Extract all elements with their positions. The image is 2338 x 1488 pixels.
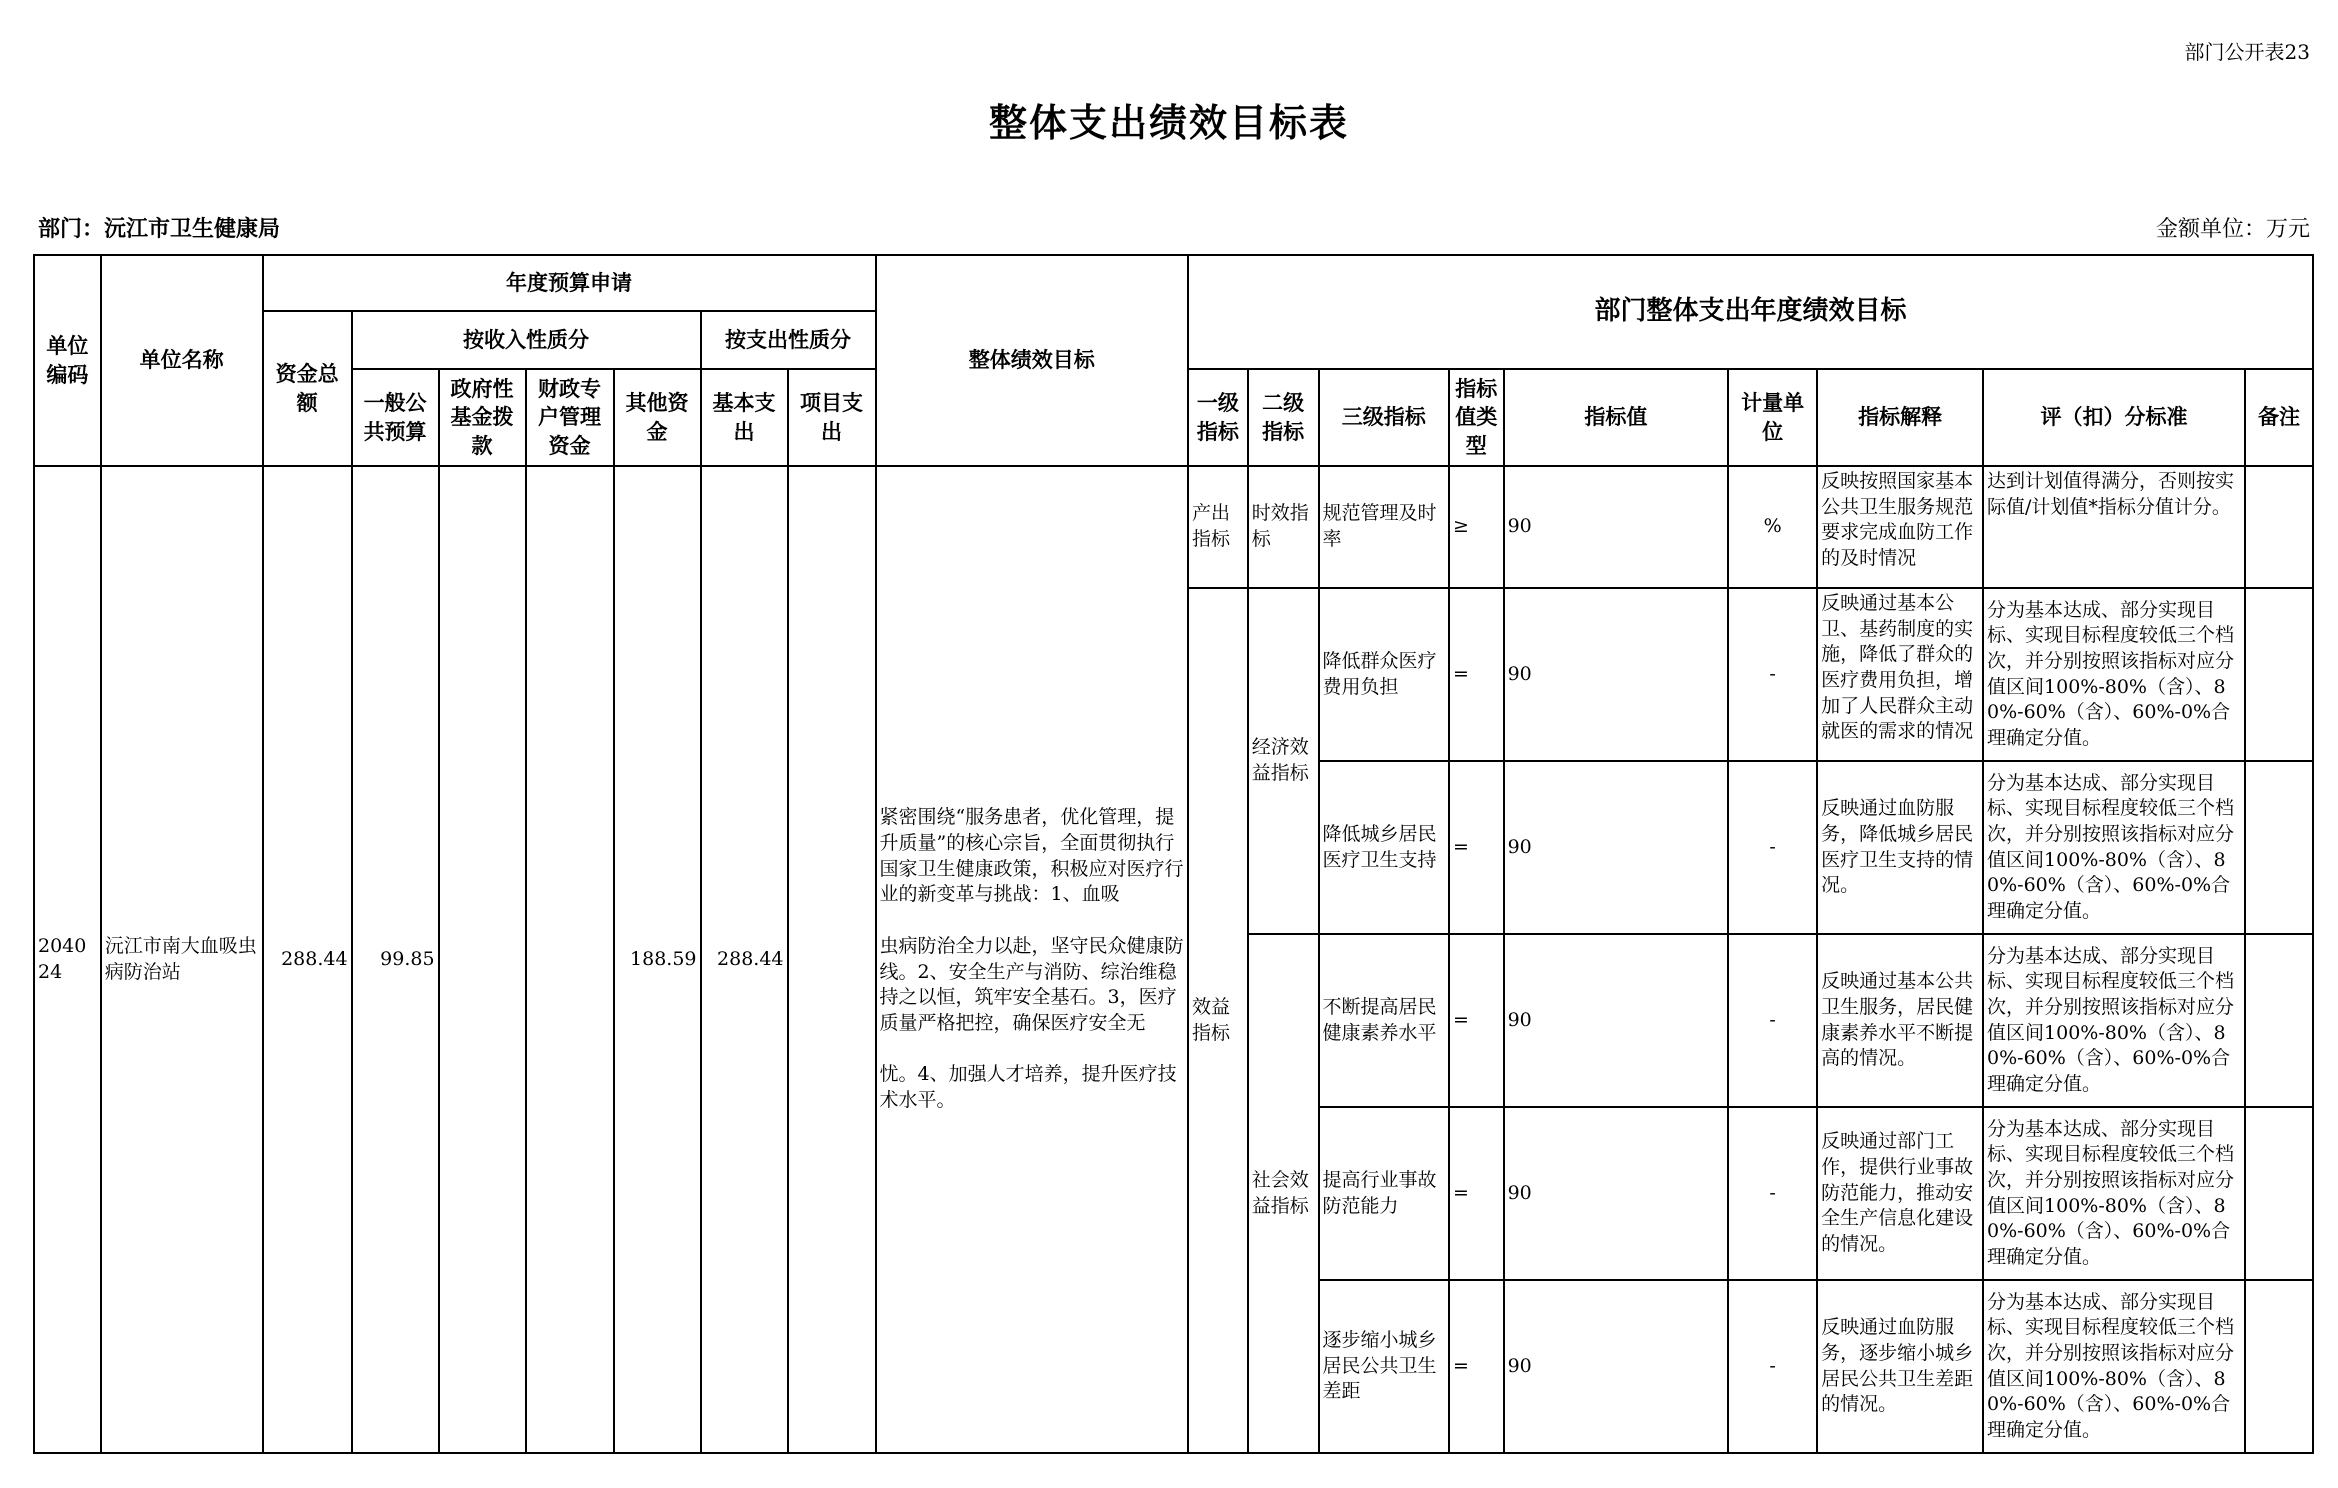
other-funds: 188.59 <box>614 466 701 1453</box>
value-type: = <box>1449 761 1504 934</box>
explanation: 反映按照国家基本公共卫生服务规范要求完成血防工作的及时情况 <box>1817 466 1983 588</box>
value-type: = <box>1449 1280 1504 1453</box>
indicator-value: 90 <box>1504 466 1729 588</box>
amount-unit-label: 金额单位：万元 <box>2155 217 2310 242</box>
measure-unit: - <box>1728 1280 1817 1453</box>
header-unit-name: 单位名称 <box>101 255 263 466</box>
remarks <box>2245 1107 2313 1280</box>
value-type: = <box>1449 588 1504 761</box>
goal-part-2: 虫病防治全力以赴，坚守民众健康防线。2、安全生产与消防、综治维稳持之以恒，筑牢安全基石。3，医疗质量严格把控，确保医疗安全无 <box>879 934 1184 1034</box>
header-basic-expense: 基本支出 <box>701 369 788 466</box>
header-level1: 一级指标 <box>1188 369 1248 466</box>
header-level3: 三级指标 <box>1319 369 1449 466</box>
header-gov-fund: 政府性基金拨款 <box>439 369 526 466</box>
header-overall-goal: 整体绩效目标 <box>876 255 1189 466</box>
form-tag: 部门公开表23 <box>2184 40 2310 64</box>
page-title: 整体支出绩效目标表 <box>988 101 1349 145</box>
general-budget: 99.85 <box>352 466 439 1453</box>
measure-unit: - <box>1728 761 1817 934</box>
measure-unit: - <box>1728 1107 1817 1280</box>
header-remarks: 备注 <box>2245 369 2313 466</box>
gov-fund <box>439 466 526 1453</box>
overall-goal <box>876 466 1189 1453</box>
remarks <box>2245 761 2313 934</box>
header-annual-goals: 部门整体支出年度绩效目标 <box>1188 255 2313 369</box>
table-row <box>34 466 2313 588</box>
measure-unit: % <box>1728 466 1817 588</box>
level2-social: 社会效益指标 <box>1248 934 1319 1453</box>
indicator-value: 90 <box>1504 934 1729 1107</box>
header-total-funds: 资金总额 <box>263 311 352 466</box>
level1-benefit: 效益指标 <box>1188 588 1248 1453</box>
indicator-value: 90 <box>1504 588 1729 761</box>
level3-indicator: 降低群众医疗费用负担 <box>1319 588 1449 761</box>
scoring: 分为基本达成、部分实现目标、实现目标程度较低三个档次，并分别按照该指标对应分值区间100%-80%（含）、80%-60%（含）、60%-0%合理确定分值。 <box>1983 761 2245 934</box>
goal-part-3: 忧。4、加强人才培养，提升医疗技术水平。 <box>879 1063 1177 1112</box>
scoring: 分为基本达成、部分实现目标、实现目标程度较低三个档次，并分别按照该指标对应分值区间100%-80%（含）、80%-60%（含）、60%-0%合理确定分值。 <box>1983 1107 2245 1280</box>
level2-timeliness: 时效指标 <box>1248 466 1319 588</box>
header-by-income: 按收入性质分 <box>352 311 701 369</box>
scoring: 分为基本达成、部分实现目标、实现目标程度较低三个档次，并分别按照该指标对应分值区间100%-80%（含）、80%-60%（含）、60%-0%合理确定分值。 <box>1983 1280 2245 1453</box>
basic-expense: 288.44 <box>701 466 788 1453</box>
unit-name: 沅江市南大血吸虫病防治站 <box>101 466 263 1453</box>
header-project-expense: 项目支出 <box>788 369 876 466</box>
explanation: 反映通过血防服务，逐步缩小城乡居民公共卫生差距的情况。 <box>1817 1280 1983 1453</box>
header-scoring: 评（扣）分标准 <box>1983 369 2245 466</box>
header-value-type: 指标值类型 <box>1449 369 1504 466</box>
measure-unit: - <box>1728 588 1817 761</box>
value-type: = <box>1449 1107 1504 1280</box>
header-general-budget: 一般公共预算 <box>352 369 439 466</box>
value-type: ≥ <box>1449 466 1504 588</box>
explanation: 反映通过血防服务，降低城乡居民医疗卫生支持的情况。 <box>1817 761 1983 934</box>
header-annual-budget: 年度预算申请 <box>263 255 876 311</box>
value-type: = <box>1449 934 1504 1107</box>
performance-table <box>33 254 2314 1454</box>
scoring: 分为基本达成、部分实现目标、实现目标程度较低三个档次，并分别按照该指标对应分值区间100%-80%（含）、80%-60%（含）、60%-0%合理确定分值。 <box>1983 588 2245 761</box>
header-by-expense: 按支出性质分 <box>701 311 876 369</box>
indicator-value: 90 <box>1504 1107 1729 1280</box>
header-other-funds: 其他资金 <box>614 369 701 466</box>
level3-indicator: 规范管理及时率 <box>1319 466 1449 588</box>
explanation: 反映通过基本公卫、基药制度的实施，降低了群众的医疗费用负担，增加了人民群众主动就医的需求的情况 <box>1817 588 1983 761</box>
remarks <box>2245 1280 2313 1453</box>
scoring: 分为基本达成、部分实现目标、实现目标程度较低三个档次，并分别按照该指标对应分值区间100%-80%（含）、80%-60%（含）、60%-0%合理确定分值。 <box>1983 934 2245 1107</box>
header-measure-unit: 计量单位 <box>1728 369 1817 466</box>
remarks <box>2245 934 2313 1107</box>
level2-economic: 经济效益指标 <box>1248 588 1319 934</box>
goal-part-1: 紧密围绕“服务患者，优化管理，提升质量”的核心宗旨，全面贯彻执行国家卫生健康政策，积极应对医疗行业的新变革与挑战：1、血吸 <box>879 806 1184 906</box>
header-value: 指标值 <box>1504 369 1729 466</box>
header-unit-code: 单位编码 <box>34 255 101 466</box>
level3-indicator: 逐步缩小城乡居民公共卫生差距 <box>1319 1280 1449 1453</box>
department-label: 部门：沅江市卫生健康局 <box>38 217 281 242</box>
total-funds: 288.44 <box>263 466 352 1453</box>
remarks <box>2245 466 2313 588</box>
level1-output: 产出指标 <box>1188 466 1248 588</box>
scoring: 达到计划值得满分，否则按实际值/计划值*指标分值计分。 <box>1983 466 2245 588</box>
unit-code: 204024 <box>34 466 101 1453</box>
indicator-value: 90 <box>1504 761 1729 934</box>
remarks <box>2245 588 2313 761</box>
header-level2: 二级指标 <box>1248 369 1319 466</box>
level3-indicator: 不断提高居民健康素养水平 <box>1319 934 1449 1107</box>
explanation: 反映通过基本公共卫生服务，居民健康素养水平不断提高的情况。 <box>1817 934 1983 1107</box>
header-special-account: 财政专户管理资金 <box>526 369 614 466</box>
level3-indicator: 降低城乡居民医疗卫生支持 <box>1319 761 1449 934</box>
level3-indicator: 提高行业事故防范能力 <box>1319 1107 1449 1280</box>
indicator-value: 90 <box>1504 1280 1729 1453</box>
project-expense <box>788 466 876 1453</box>
measure-unit: - <box>1728 934 1817 1107</box>
special-account <box>526 466 614 1453</box>
explanation: 反映通过部门工作，提供行业事故防范能力，推动安全生产信息化建设的情况。 <box>1817 1107 1983 1280</box>
header-explanation: 指标解释 <box>1817 369 1983 466</box>
